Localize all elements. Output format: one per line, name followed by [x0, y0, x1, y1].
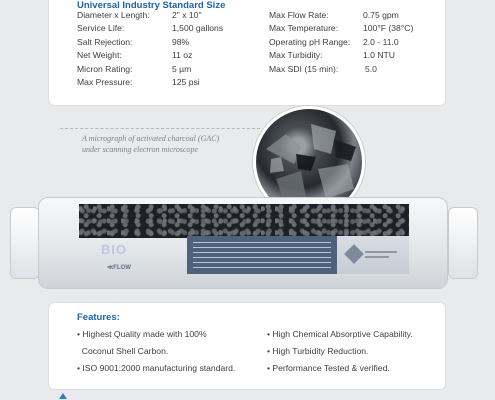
spec-row — [77, 64, 257, 77]
spec-label: Salt Rejection: — [77, 36, 133, 47]
spec-label: Max Turbidity: — [269, 50, 323, 61]
label-text-line — [193, 247, 331, 248]
features-heading: Features: — [77, 312, 120, 323]
feature-item: • Performance Tested & verified. — [267, 363, 390, 373]
filter-cartridge-image — [10, 197, 478, 289]
spec-value: 11 oz — [172, 50, 193, 61]
spec-value: 2.0 - 11.0 — [363, 36, 399, 47]
spec-value: 125 psi — [172, 76, 200, 87]
spec-label: Max Flow Rate: — [269, 10, 329, 20]
spec-label: Max SDI (15 min): — [269, 63, 339, 74]
brand-logo-panel — [337, 236, 409, 274]
micrograph-caption — [82, 133, 219, 155]
brand-mark-icon — [337, 236, 409, 274]
spec-row — [77, 50, 257, 63]
spec-row — [269, 64, 439, 77]
feature-item: • High Chemical Absorptive Capability. — [267, 329, 413, 339]
caption-line-2: under scanning electron microscope — [82, 145, 199, 154]
feature-item: • High Turbidity Reduction. — [267, 346, 369, 356]
spec-value: 1,500 gallons — [172, 23, 224, 34]
spec-row — [77, 77, 257, 90]
spec-row — [269, 23, 439, 36]
left-end-cap — [10, 207, 40, 279]
scroll-up-icon[interactable] — [59, 393, 67, 399]
specs-left-column — [77, 10, 257, 90]
spec-row — [269, 50, 439, 63]
specs-heading: Universal Industry Standard Size — [77, 0, 226, 11]
label-text-line — [193, 252, 331, 253]
spec-label: Net Weight: — [77, 50, 122, 61]
right-end-cap — [448, 207, 478, 279]
spec-label: Service Life: — [77, 23, 125, 34]
brand-logo-text: BIO — [101, 242, 128, 257]
spec-value: 1.0 NTU — [363, 50, 395, 61]
label-text-line — [193, 262, 331, 263]
feature-item: Coconut Shell Carbon. — [77, 346, 169, 356]
spec-label: Max Temperature: — [269, 23, 339, 34]
spec-row — [77, 10, 257, 23]
label-text-line — [193, 267, 331, 268]
spec-value: 2" x 10" — [172, 10, 202, 20]
flow-direction-mark: ≪FLOW — [107, 265, 131, 271]
spec-value: 100°F (38°C) — [363, 23, 414, 34]
carbon-granules — [79, 204, 409, 238]
spec-value: 98% — [172, 36, 190, 47]
caption-line-1: A micrograph of activated charcoal (GAC) — [82, 134, 220, 143]
feature-item: • Highest Quality made with 100% — [77, 329, 207, 339]
spec-label: Max Pressure: — [77, 76, 133, 87]
instruction-label — [187, 236, 337, 274]
feature-item: • ISO 9001:2000 manufacturing standard. — [77, 363, 236, 373]
filter-housing — [38, 197, 448, 289]
spec-row — [77, 37, 257, 50]
spec-row — [269, 37, 439, 50]
spec-row — [77, 23, 257, 36]
spec-value: 5 µm — [172, 63, 192, 74]
spec-label: Micron Rating: — [77, 63, 133, 74]
specs-right-column — [269, 10, 439, 77]
specifications-card — [48, 0, 446, 106]
caption-divider — [60, 128, 260, 129]
spec-label: Diameter x Length: — [77, 10, 150, 20]
label-text-line — [193, 242, 331, 243]
spec-value: 0.75 gpm — [363, 10, 399, 20]
features-card — [48, 302, 446, 390]
spec-row — [269, 10, 439, 23]
label-text-line — [193, 257, 331, 258]
spec-value: 5.0 — [365, 63, 377, 74]
spec-label: Operating pH Range: — [269, 36, 351, 47]
